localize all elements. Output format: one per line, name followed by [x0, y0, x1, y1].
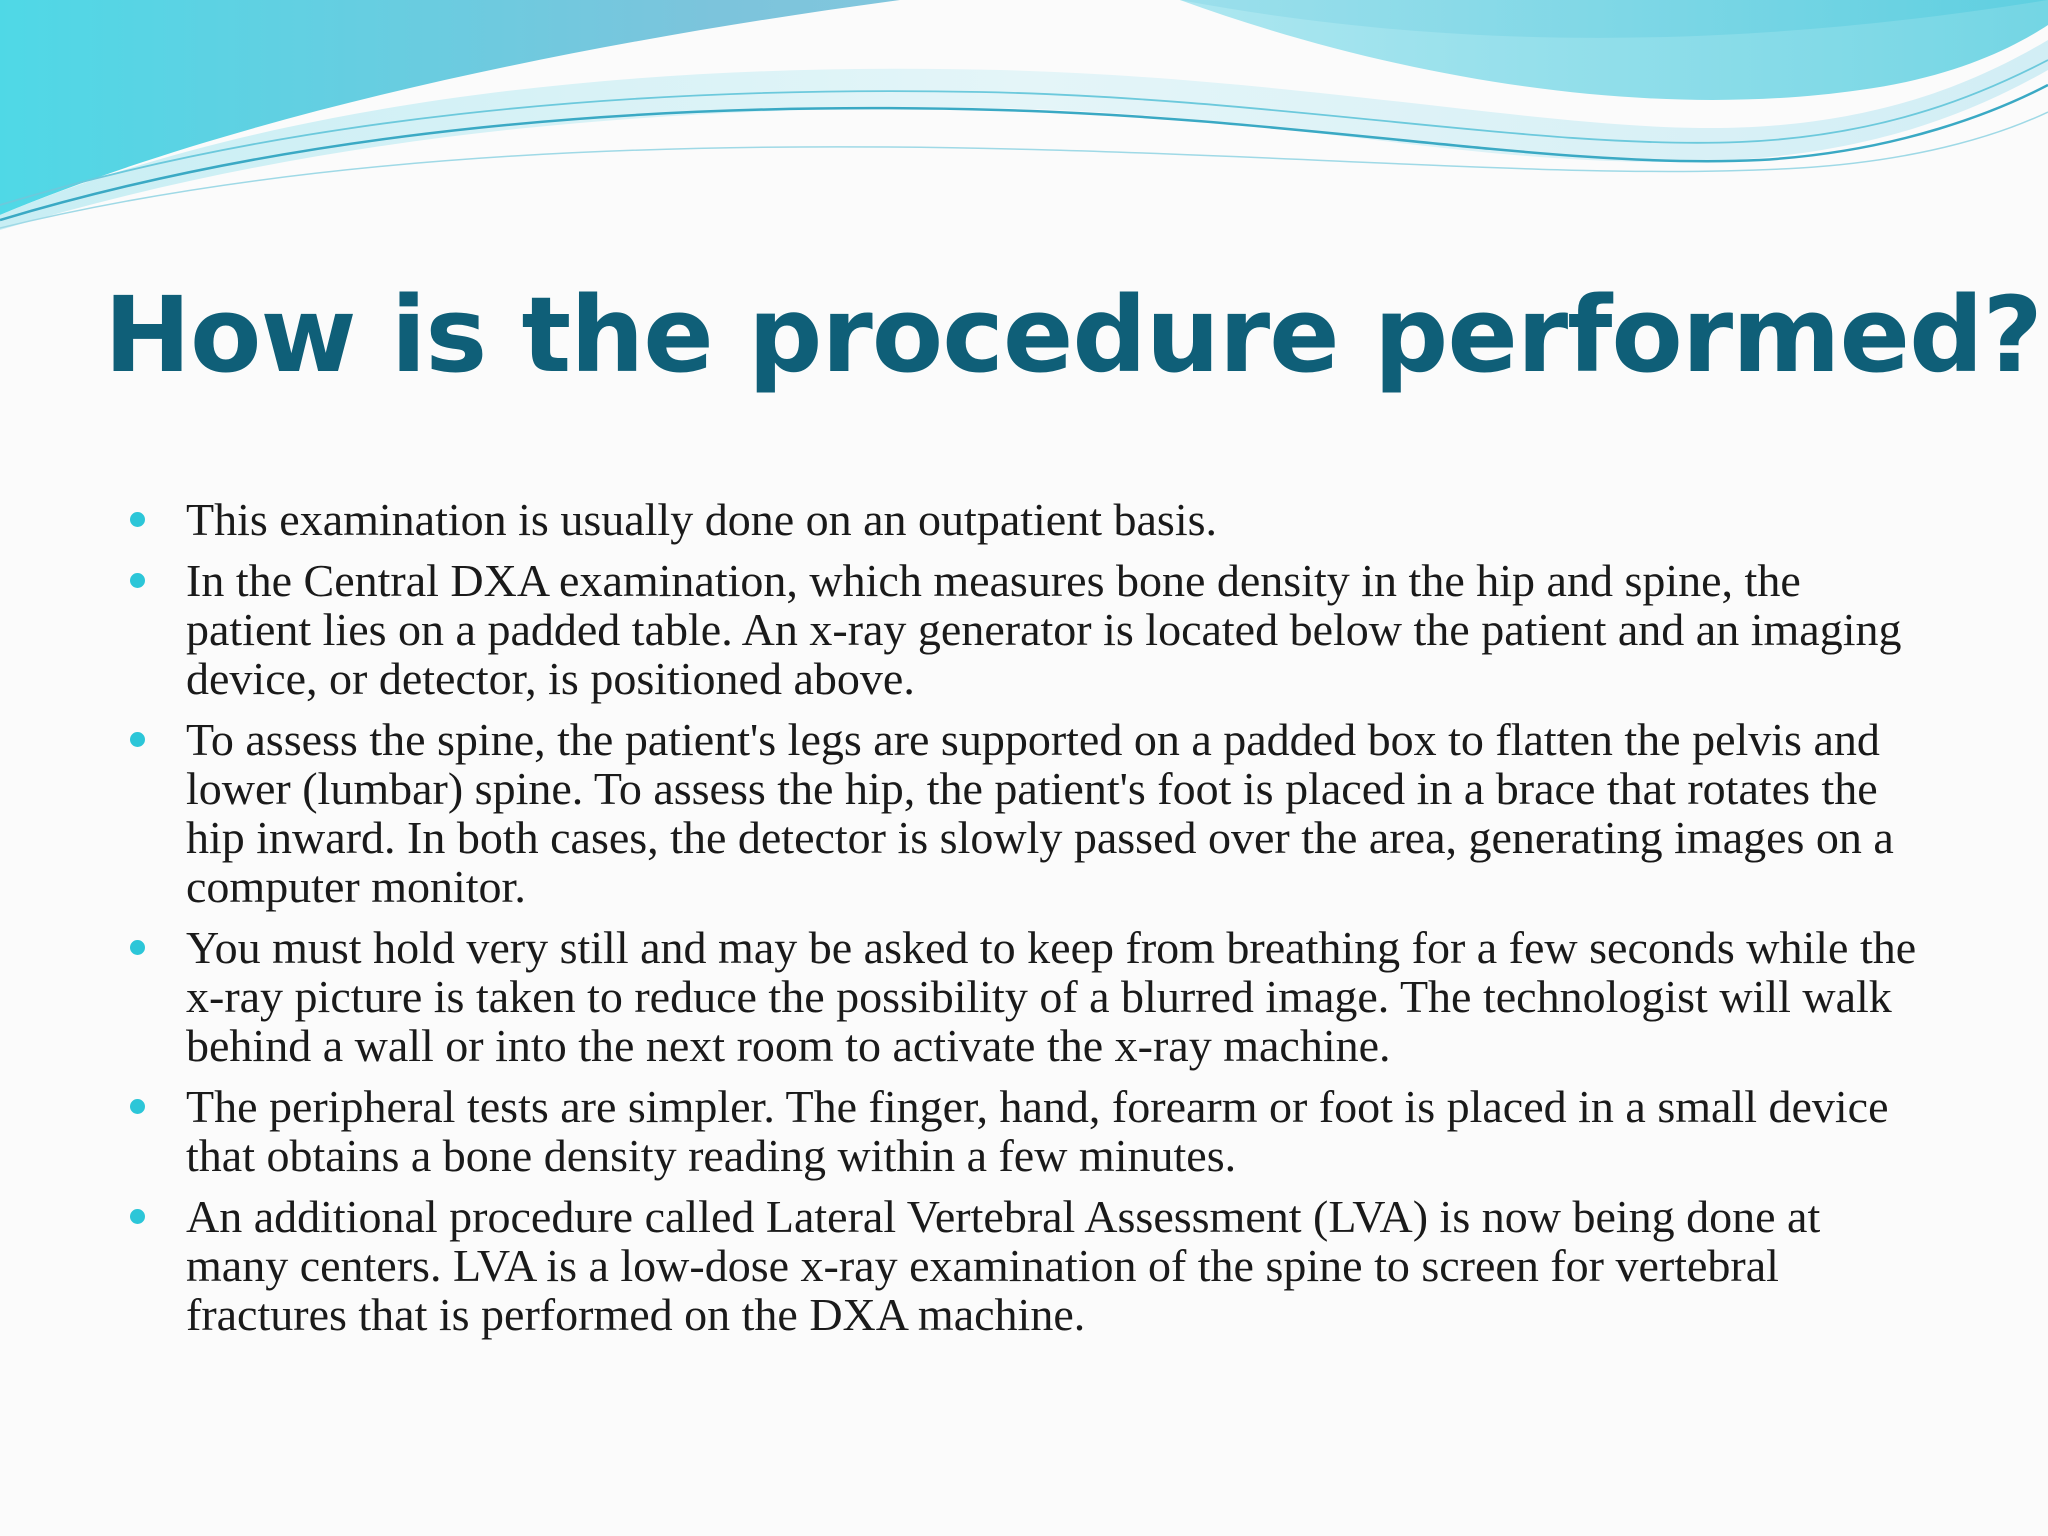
bullet-dot-icon [130, 1209, 145, 1224]
bullet-text: This examination is usually done on an outpatient basis. [186, 494, 1218, 545]
slide-title: How is the procedure performed? [104, 274, 2042, 396]
bullet-dot-icon [130, 573, 145, 588]
bullet-text: In the Central DXA examination, which measures bone density in the hip and spine, the patient lies on a padded table. An x-ray generator is located below the patient and an imaging device, or detector, is positioned above. [186, 555, 1902, 704]
bullet-item [126, 923, 1926, 1070]
header-wave-decoration [0, 0, 2048, 240]
bullet-dot-icon [130, 512, 145, 527]
bullet-item [126, 556, 1926, 703]
bullet-dot-icon [130, 1099, 145, 1114]
bullet-text: The peripheral tests are simpler. The finger, hand, forearm or foot is placed in a small device that obtains a bone density reading within a few minutes. [186, 1081, 1889, 1181]
bullet-text: You must hold very still and may be asked to keep from breathing for a few seconds while the x-ray picture is taken to reduce the possibility of a blurred image. The technologist will walk behind a wall or into the next room to activate the x-ray machine. [186, 922, 1917, 1071]
bullet-item [126, 1192, 1926, 1339]
bullet-item [126, 495, 1926, 544]
bullet-text: To assess the spine, the patient's legs are supported on a padded box to flatten the pelvis and lower (lumbar) spine. To assess the hip, the patient's foot is placed in a brace that rotates the hip inward. In both cases, the detector is slowly passed over the area, generating images on a computer monitor. [186, 714, 1894, 912]
bullet-item [126, 1082, 1926, 1180]
bullet-list [126, 495, 1926, 1351]
bullet-dot-icon [130, 940, 145, 955]
bullet-dot-icon [130, 732, 145, 747]
bullet-text: An additional procedure called Lateral Vertebral Assessment (LVA) is now being done at many centers. LVA is a low-dose x-ray examination of the spine to screen for vertebral fractures that is performed on the DXA machine. [186, 1191, 1821, 1340]
bullet-item [126, 715, 1926, 911]
